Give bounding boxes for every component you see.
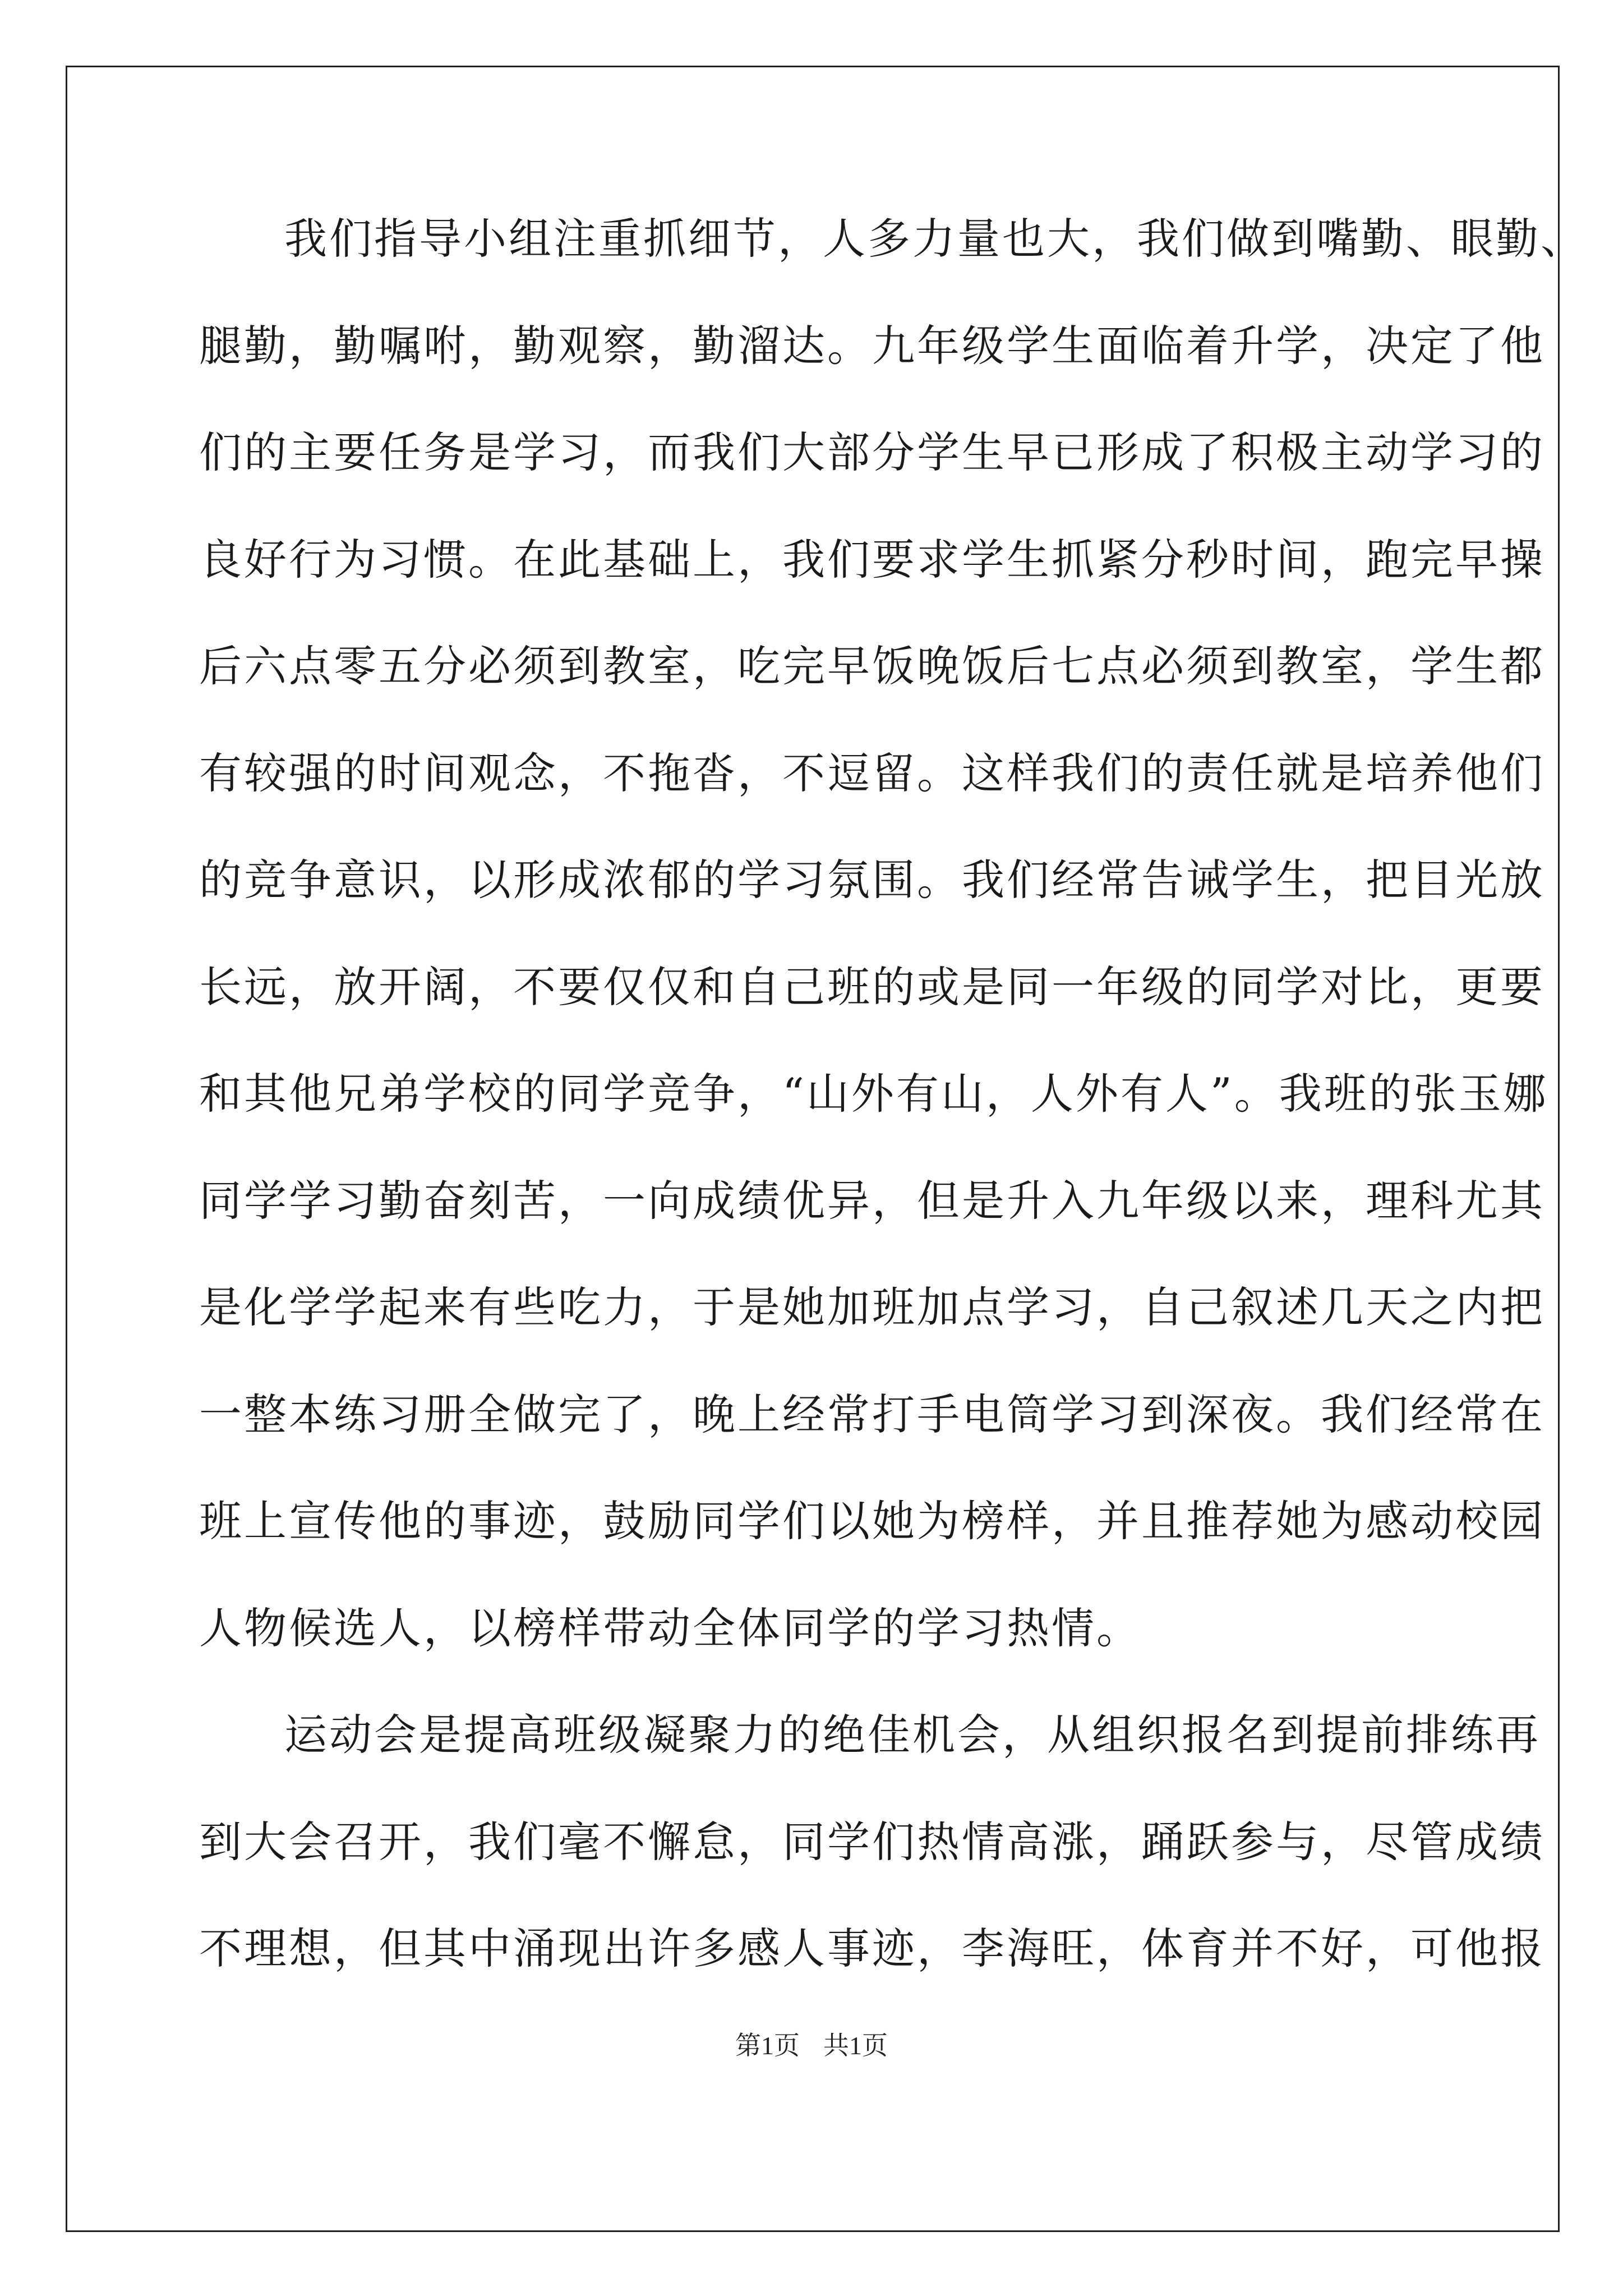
- text-line: 人物候选人，以榜样带动全体同学的学习热情。: [199, 1603, 1141, 1653]
- page-total: 共1页: [823, 2031, 888, 2060]
- text-line: 运动会是提高班级凝聚力的绝佳机会，从组织报名到提前排练再: [284, 1710, 1541, 1760]
- text-line: 长远，放开阔，不要仅仅和自己班的或是同一年级的同学对比，更要: [199, 961, 1545, 1012]
- text-line: 们的主要任务是学习，而我们大部分学生早已形成了积极主动学习的: [199, 427, 1545, 477]
- text-line: 和其他兄弟学校的同学竞争，“山外有山，人外有人”。我班的张玉娜: [199, 1069, 1548, 1119]
- text-line: 腿勤，勤嘱咐，勤观察，勤溜达。九年级学生面临着升学，决定了他: [199, 320, 1545, 371]
- text-line: 后六点零五分必须到教室，吃完早饭晚饭后七点必须到教室，学生都: [199, 641, 1545, 691]
- text-line: 不理想，但其中涌现出许多感人事迹，李海旺，体育并不好，可他报: [199, 1924, 1545, 1973]
- text-line: 同学学习勤奋刻苦，一向成绩优异，但是升入九年级以来，理科尤其: [199, 1175, 1545, 1226]
- text-line: 我们指导小组注重抓细节，人多力量也大，我们做到嘴勤、眼勤、: [284, 214, 1585, 264]
- text-line: 到大会召开，我们毫不懈怠，同学们热情高涨，踊跃参与，尽管成绩: [199, 1816, 1545, 1867]
- page-footer: [0, 2025, 1623, 2062]
- text-line: 良好行为习惯。在此基础上，我们要求学生抓紧分秒时间，跑完早操: [199, 534, 1545, 585]
- text-line: 是化学学起来有些吃力，于是她加班加点学习，自己叙述几天之内把: [199, 1282, 1545, 1332]
- text-line: 一整本练习册全做完了，晚上经常打手电筒学习到深夜。我们经常在: [199, 1389, 1545, 1439]
- text-line: 的竞争意识，以形成浓郁的学习氛围。我们经常告诫学生，把目光放: [199, 855, 1545, 905]
- page-number: 第1页: [735, 2031, 800, 2060]
- text-line: 有较强的时间观念，不拖沓，不逗留。这样我们的责任就是培养他们: [199, 748, 1545, 798]
- document-body: [199, 209, 1585, 2026]
- text-line: 班上宣传他的事迹，鼓励同学们以她为榜样，并且推荐她为感动校园: [199, 1496, 1545, 1546]
